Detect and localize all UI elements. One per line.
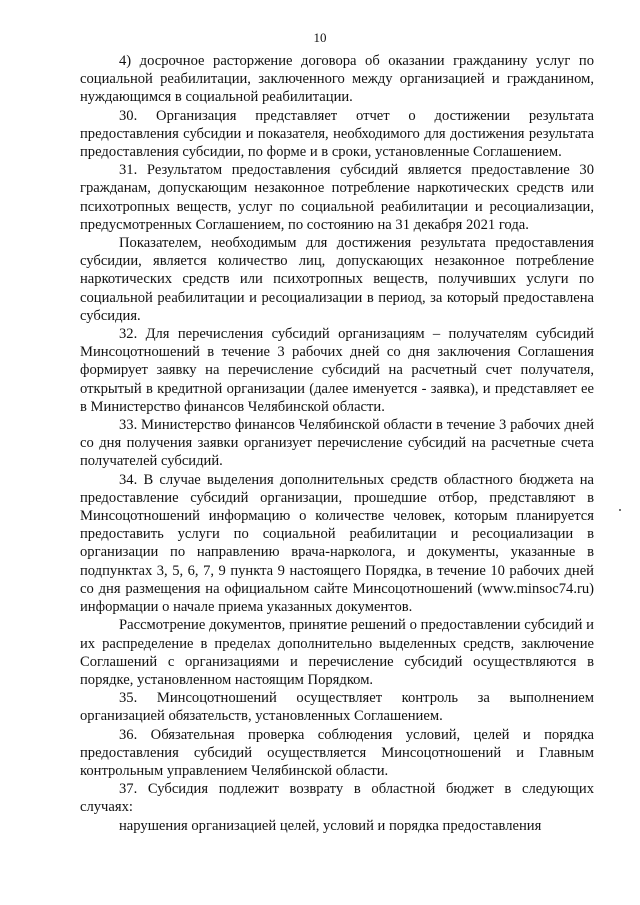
paragraph-35: 35. Минсоцотношений осуществляет контроль за выполнением организацией обязательств, установленных Соглашением. bbox=[80, 690, 594, 725]
scan-mark bbox=[619, 509, 621, 511]
paragraph-indicator: Показателем, необходимым для достижения результата предоставления субсидии, является количество лиц, допускающих незаконное потребление наркотических средств или психотропных веществ, получивших услуги по социальной реабилитации и ресоциализации в период, за который предоставлена субсидия. bbox=[80, 235, 594, 324]
paragraph-34: 34. В случае выделения дополнительных средств областного бюджета на предоставление субсидий организации, прошедшие отбор, представляют в Минсоцотношений информацию о количестве человек, которым планируется предоставить услуги по социальной реабилитации и ресоциализации в организации по направлению врача-нарколога, и документы, указанные в подпунктах 3, 5, 6, 7, 9 пункта 9 настоящего Порядка, в течение 10 рабочих дней со дня размещения на официальном сайте Минсоцотношений (www.minsoc74.ru) информации о начале приема указанных документов. bbox=[80, 471, 594, 616]
paragraph-36: 36. Обязательная проверка соблюдения условий, целей и порядка предоставления субсидий осуществляется Минсоцотношений и Главным контрольным управлением Челябинской области. bbox=[80, 726, 594, 779]
paragraph-documents-review: Рассмотрение документов, принятие решений о предоставлении субсидий и их распределение в пределах дополнительно выделенных средств, заключение Соглашений с организациями и перечисление субсидий осуществляются в порядке, установленном настоящим Порядком. bbox=[80, 617, 594, 688]
paragraph-violations: нарушения организацией целей, условий и порядка предоставления bbox=[119, 817, 542, 834]
paragraph-30: 30. Организация представляет отчет о достижении результата предоставления субсидии и показателя, необходимого для достижения результата предоставления субсидии, по форме и в сроки, установленные Соглашением. bbox=[80, 107, 594, 161]
paragraph-32: 32. Для перечисления субсидий организациям – получателям субсидий Минсоцотношений в течение 3 рабочих дней со дня заключения Соглашения формирует заявку на перечисление субсидий на расчетный счет получателя, открытый в кредитной организации (далее именуется - заявка), и представляет ее в Министерство финансов Челябинской области. bbox=[80, 326, 594, 415]
paragraph-33: 33. Министерство финансов Челябинской области в течение 3 рабочих дней со дня получения заявки организует перечисление субсидий на расчетные счета получателей субсидий. bbox=[80, 417, 594, 470]
page-number: 10 bbox=[313, 30, 327, 45]
paragraph-item-4: 4) досрочное расторжение договора об оказании гражданину услуг по социальной реабилитации, заключенного между организацией и гражданином, нуждающимся в социальной реабилитации. bbox=[80, 53, 594, 106]
paragraph-37: 37. Субсидия подлежит возврату в областной бюджет в следующих случаях: bbox=[80, 781, 594, 816]
document-body bbox=[80, 52, 594, 835]
paragraph-31: 31. Результатом предоставления субсидий является предоставление 30 гражданам, допускающим незаконное потребление наркотических средств или психотропных веществ, услуг по социальной реабилитации и ресоциализации, предусмотренных Соглашением, по состоянию на 31 декабря 2021 года. bbox=[80, 162, 594, 233]
